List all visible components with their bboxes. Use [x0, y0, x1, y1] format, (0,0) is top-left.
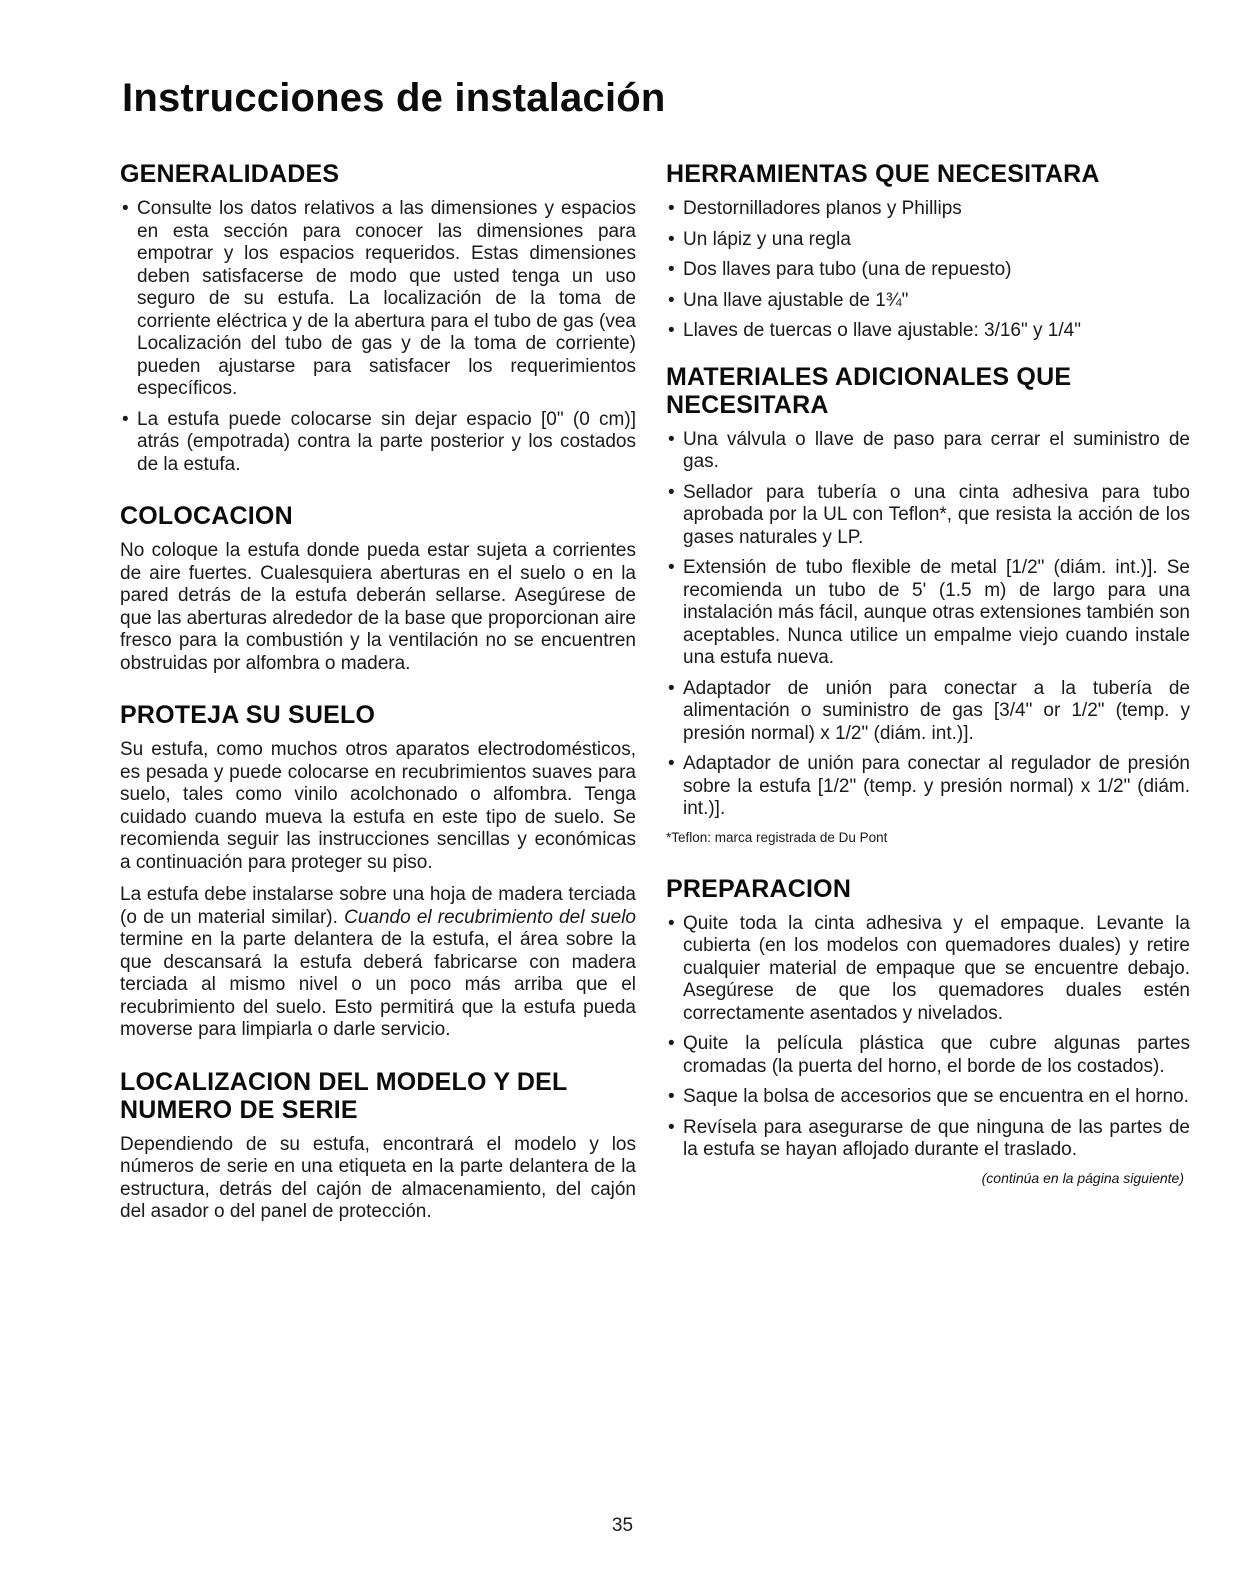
list-item: • Una llave ajustable de 1¾" — [668, 289, 909, 311]
section-colocacion — [120, 502, 636, 675]
section-herramientas — [666, 160, 1190, 343]
left-column — [120, 160, 636, 1250]
list-item: • Consulte los datos relativos a las dimensiones y espacios en esta sección para conocer las dimensiones para empotrar y los espacios requeridos. Estas dimensiones deben satisfacerse de modo que usted tenga un uso seguro de su estufa. La localización de la toma de corriente eléctrica y de la abertura para el tubo de gas (vea Localización del tubo de gas y de la toma de corriente) pueden ajustarse para satisfacer los requerimientos específicos. — [122, 198, 636, 399]
list-item: • Un lápiz y una regla — [668, 228, 851, 250]
bullet-icon: • — [668, 228, 675, 250]
list-item: • Sellador para tubería o una cinta adhesiva para tubo aprobada por la UL con Teflon*, que resista la acción de los gases naturales y LP. — [668, 481, 1190, 548]
bullet-icon: • — [668, 320, 675, 341]
list-item: • La estufa puede colocarse sin dejar espacio [0" (0 cm)] atrás (empotrada) contra la parte posterior y los costados de la estufa. — [122, 408, 636, 475]
bullet-icon: • — [668, 289, 675, 311]
localizacion-text: Dependiendo de su estufa, encontrará el modelo y los números de serie en una etiqueta en la parte delantera de la estructura, detrás del cajón de almacenamiento, del cajón del asador o del panel de protección. — [120, 1133, 636, 1222]
page-title: Instrucciones de instalación — [122, 76, 666, 120]
list-item: • Revísela para asegurarse de que ninguna de las partes de la estufa se hayan aflojado durante el traslado. — [668, 1116, 1190, 1160]
preparacion-list — [666, 913, 1190, 1162]
proteja-paragraph-1: Su estufa, como muchos otros aparatos electrodomésticos, es pesada y puede colocarse en recubrimientos suaves para suelo, tales como vinilo acolchonado o alfombra. Tenga cuidado cuando mueva la estufa en este tipo de suelo. Se recomienda seguir las instrucciones sencillas y económicas a continuación para proteger su piso. — [120, 739, 636, 873]
section-materiales — [666, 363, 1190, 847]
list-item: • Destornilladores planos y Phillips — [668, 198, 962, 219]
proteja-paragraph-2: La estufa debe instalarse sobre una hoja de madera terciada (o de un material similar). Cuando el recubrimiento del suelo termine en la parte delantera de la estufa, el área sobre la que descansará la estufa deberá fabricarse con madera terciada al mismo nivel o un poco más arriba que el recubrimiento del suelo. Esto permitirá que la estufa pueda moverse para limpiarla o darle servicio. — [120, 884, 637, 1040]
list-item: • Dos llaves para tubo (una de repuesto) — [668, 259, 1012, 280]
herramientas-list — [666, 198, 1190, 343]
heading-localizacion-modelo: LOCALIZACION DEL MODELO Y DEL NUMERO DE SERIE — [120, 1067, 568, 1124]
list-item: • Adaptador de unión para conectar al regulador de presión sobre la estufa [1/2" (temp. y presión normal) x 1/2" (diám. int.)]. — [668, 753, 1190, 819]
bullet-icon: • — [668, 481, 675, 503]
colocacion-text: No coloque la estufa donde pueda estar sujeta a corrientes de aire fuertes. Cualesquiera aberturas en el suelo o en la pared detrás de la estufa deberán sellarse. Asegúrese de que las aberturas alrededor de la base que proporcionan aire fresco para la combustión y la ventilación no se encuentren obstruidas por alfombra o madera. — [120, 540, 636, 674]
heading-proteja-su-suelo: PROTEJA SU SUELO — [120, 701, 376, 729]
bullet-icon: • — [668, 428, 675, 450]
heading-colocacion: COLOCACION — [120, 502, 293, 530]
teflon-footnote: *Teflon: marca registrada de Du Pont — [666, 829, 888, 845]
continued-note: (continúa en la página siguiente) — [981, 1169, 1184, 1186]
bullet-icon: • — [668, 912, 675, 934]
bullet-icon: • — [668, 198, 675, 219]
list-item: • Saque la bolsa de accesorios que se encuentra en el horno. — [668, 1086, 1189, 1107]
list-item: • Llaves de tuercas o llave ajustable: 3/16" y 1/4" — [668, 320, 1081, 341]
section-localizacion-modelo — [120, 1068, 636, 1224]
right-column — [666, 160, 1190, 1186]
bullet-icon: • — [668, 1086, 675, 1107]
generalidades-list — [120, 198, 636, 476]
list-item: • Quite la película plástica que cubre algunas partes cromadas (la puerta del horno, el borde de los costados). — [668, 1033, 1190, 1077]
section-proteja-su-suelo — [120, 701, 636, 1042]
section-preparacion — [666, 875, 1190, 1186]
list-item: • Una válvula o llave de paso para cerrar el suministro de gas. — [668, 428, 1190, 472]
heading-materiales: MATERIALES ADICIONALES QUE NECESITARA — [666, 362, 1072, 419]
page-number: 35 — [611, 1515, 634, 1536]
heading-preparacion: PREPARACION — [666, 874, 852, 903]
bullet-icon: • — [668, 259, 675, 280]
section-generalidades — [120, 160, 636, 476]
bullet-icon: • — [668, 753, 675, 774]
bullet-icon: • — [668, 557, 675, 578]
list-item: • Extensión de tubo flexible de metal [1/2" (diám. int.)]. Se recomienda un tubo de 5' (1.5 m) de largo para una instalación más fácil, aunque otras extensiones también son aceptables. Nunca utilice un empalme viejo cuando instale una estufa nueva. — [668, 557, 1190, 668]
list-item: • Adaptador de unión para conectar a la tubería de alimentación o suministro de gas [3/4" or 1/2" (temp. y presión normal) x 1/2" (diám. int.)]. — [668, 677, 1190, 744]
heading-herramientas: HERRAMIENTAS QUE NECESITARA — [666, 160, 1100, 188]
bullet-icon: • — [668, 1116, 675, 1138]
bullet-icon: • — [122, 408, 129, 430]
bullet-icon: • — [668, 677, 675, 699]
bullet-icon: • — [122, 198, 129, 219]
list-item: • Quite toda la cinta adhesiva y el empaque. Levante la cubierta (en los modelos con quemadores duales) y retire cualquier material de empaque que se encuentre debajo. Asegúrese de que los quemadores duales estén correctamente asentados y nivelados. — [668, 912, 1190, 1024]
bullet-icon: • — [668, 1033, 675, 1054]
heading-generalidades: GENERALIDADES — [120, 160, 340, 188]
materiales-list — [666, 429, 1190, 821]
